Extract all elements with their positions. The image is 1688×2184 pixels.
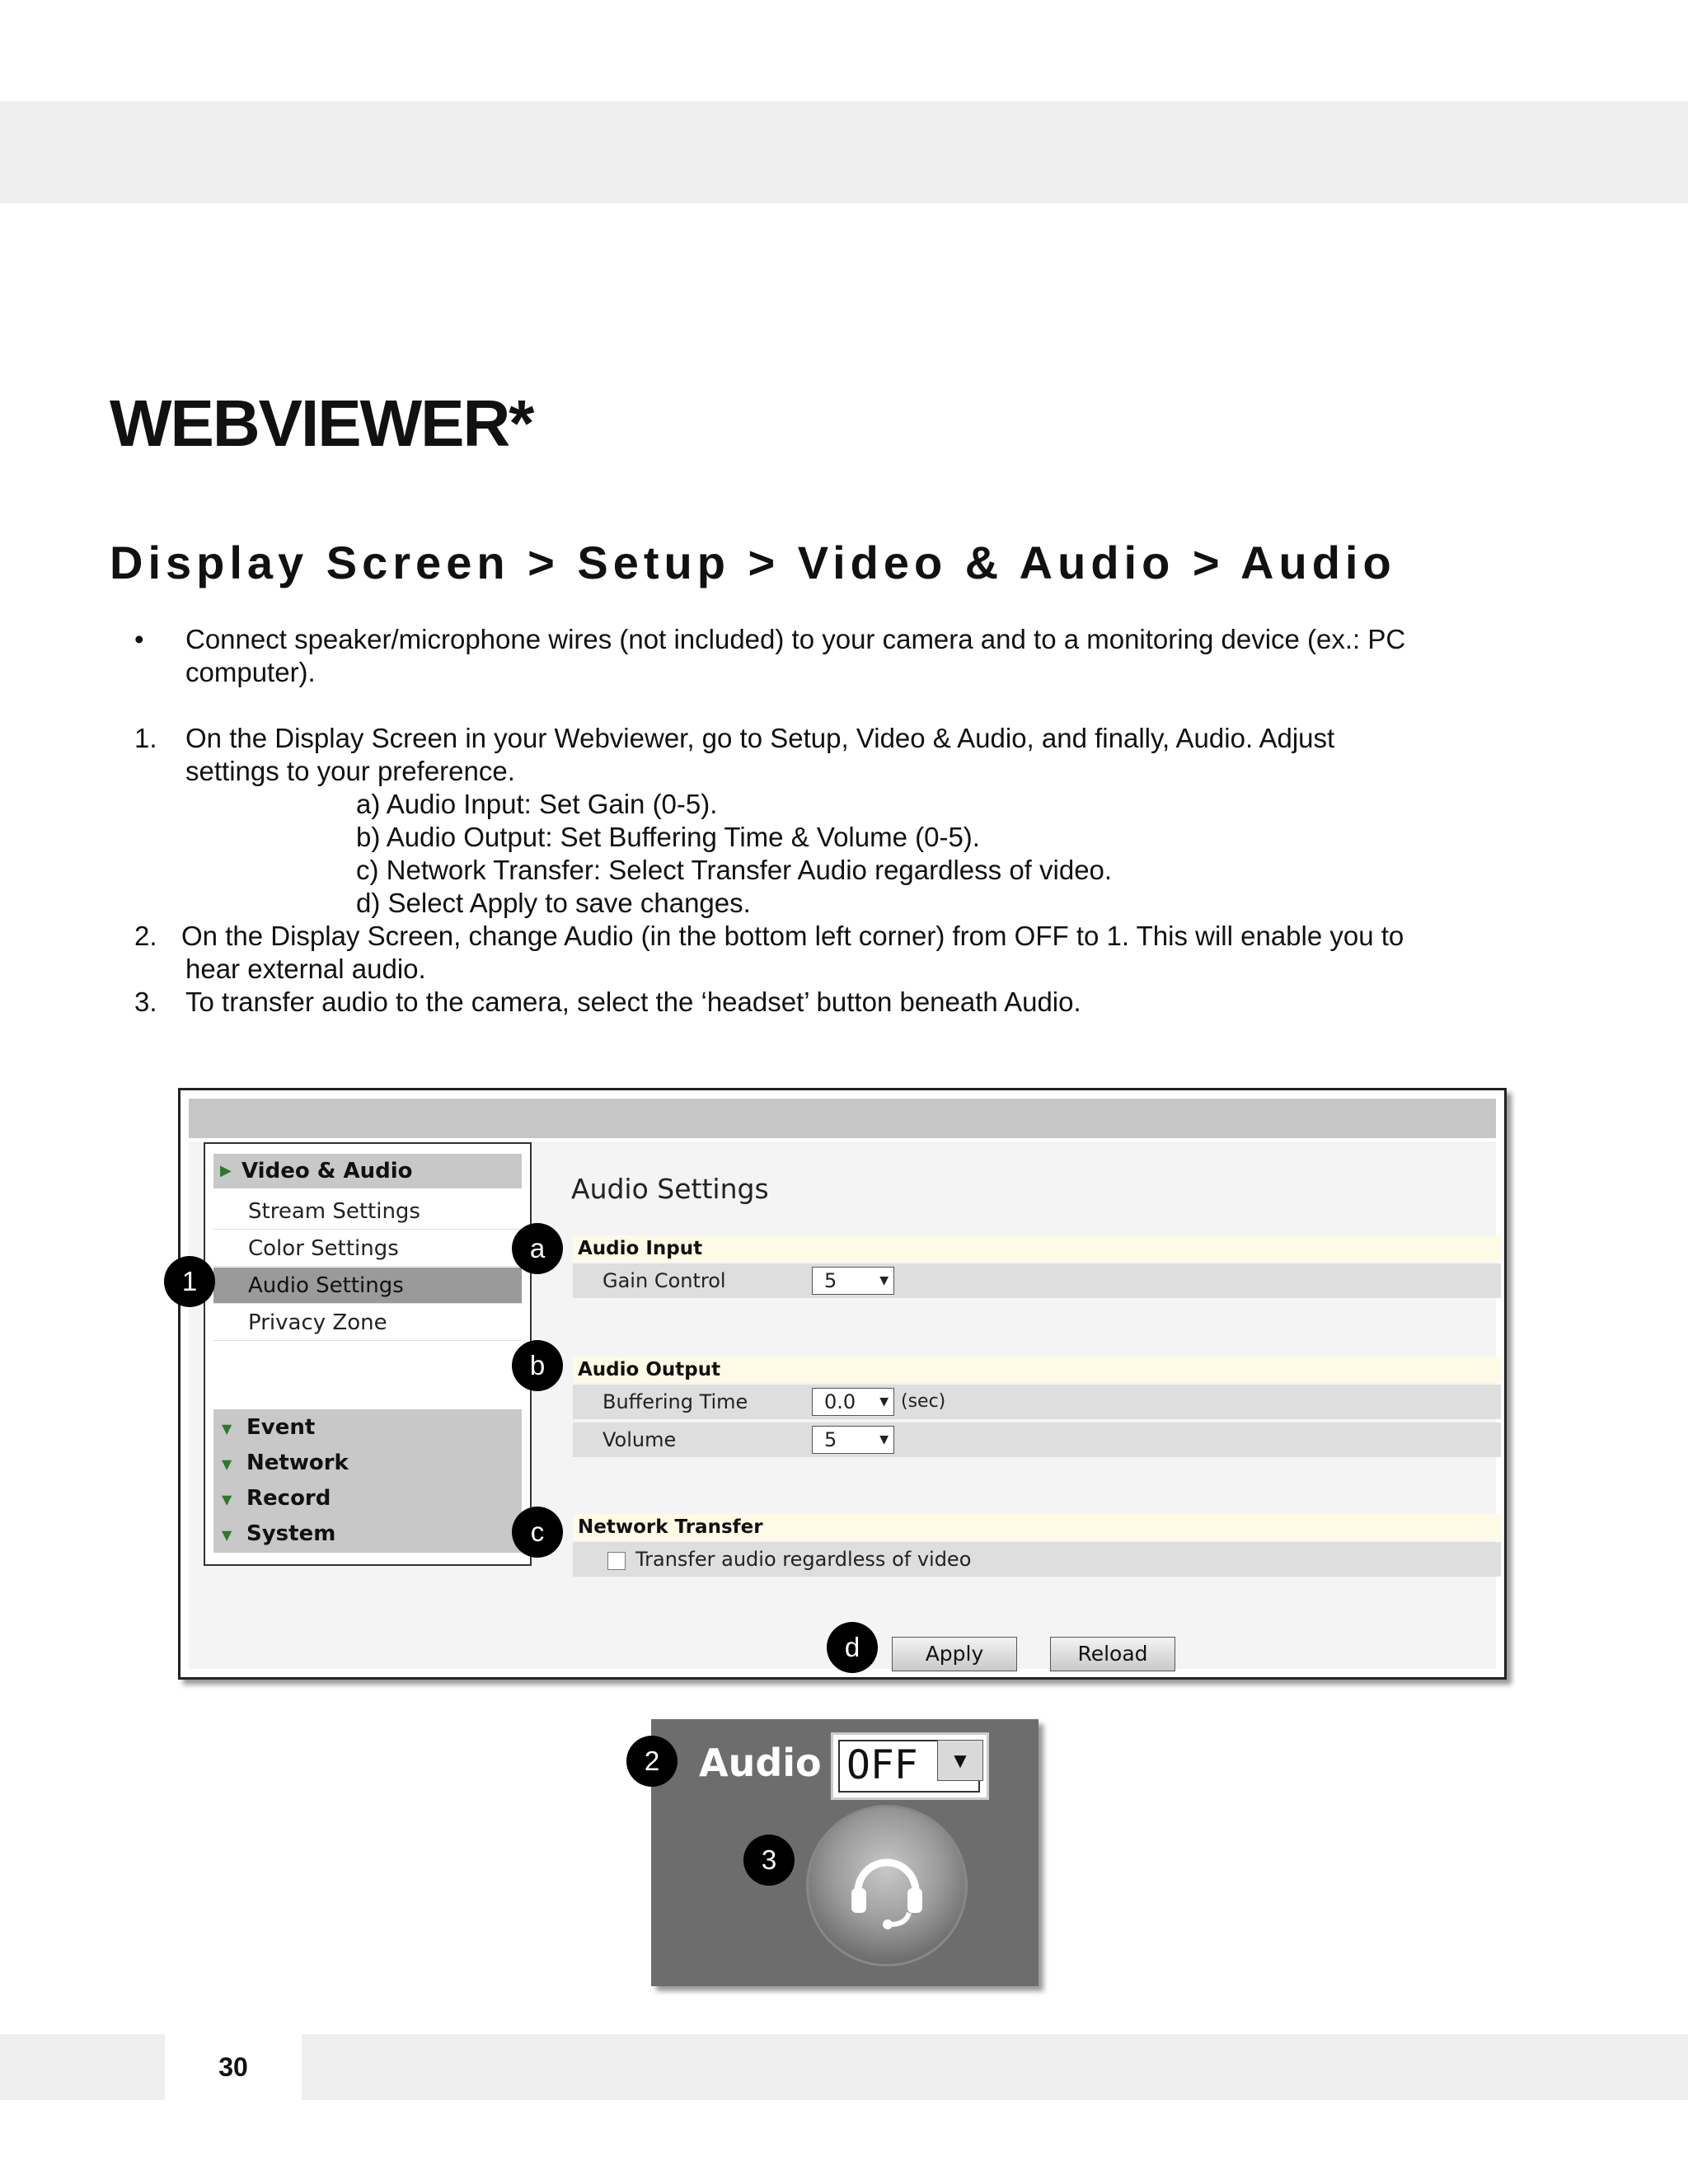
- volume-row: [573, 1422, 1501, 1457]
- substep-c: c) Network Transfer: Select Transfer Audio regardless of video.: [356, 855, 1113, 885]
- step-1-substeps: [356, 788, 1345, 920]
- sidebar-group-label: Event: [246, 1415, 316, 1440]
- transfer-audio-label: Transfer audio regardless of video: [635, 1548, 972, 1571]
- audio-output-heading: Audio Output: [573, 1357, 1501, 1383]
- sidebar-group-network[interactable]: [213, 1445, 522, 1481]
- substep-d: d) Select Apply to save changes.: [356, 888, 751, 918]
- callout-badge-3: 3: [743, 1835, 795, 1886]
- callout-badge-b: b: [512, 1340, 563, 1391]
- transfer-audio-checkbox[interactable]: [607, 1552, 626, 1570]
- audio-settings-title: Audio Settings: [571, 1173, 769, 1205]
- sidebar-header-label: Video & Audio: [241, 1159, 413, 1183]
- sidebar-collapsed-groups: [213, 1409, 522, 1553]
- audio-input-heading: Audio Input: [573, 1235, 1501, 1262]
- gain-control-label: Gain Control: [603, 1269, 726, 1292]
- step-2-line-1: On the Display Screen, change Audio (in the bottom left corner) from OFF to 1. This will enable you to: [181, 921, 1404, 951]
- buffering-time-label: Buffering Time: [603, 1390, 748, 1413]
- audio-settings-screenshot: [178, 1088, 1507, 1680]
- bullet-line-1: Connect speaker/microphone wires (not included) to your camera and to a monitoring device (ex.: PC: [185, 624, 1406, 654]
- dropdown-arrow-icon: ▼: [937, 1740, 983, 1781]
- sidebar-group-label: Network: [246, 1451, 349, 1475]
- headset-icon: [840, 1839, 934, 1933]
- sidebar-group-label: Record: [246, 1486, 331, 1511]
- volume-label: Volume: [603, 1428, 677, 1451]
- gain-control-row: [573, 1263, 1501, 1298]
- buffering-time-value: 0.0: [824, 1390, 856, 1413]
- sidebar-group-system[interactable]: [213, 1516, 522, 1552]
- step-2-number: 2.: [134, 921, 157, 951]
- bullet-text: [185, 623, 1471, 689]
- callout-badge-1: 1: [164, 1256, 215, 1307]
- audio-label: Audio: [699, 1741, 822, 1785]
- apply-button[interactable]: Apply: [892, 1637, 1017, 1671]
- header-band: [0, 101, 1688, 204]
- buffering-time-row: [573, 1385, 1501, 1419]
- page-title: WEBVIEWER*: [110, 387, 533, 460]
- collapse-arrow-icon: ▼: [222, 1492, 232, 1507]
- volume-select[interactable]: [812, 1426, 894, 1454]
- step-1-line-2: settings to your preference.: [185, 756, 515, 786]
- transfer-audio-row: [573, 1542, 1501, 1577]
- step-1-number: 1.: [134, 723, 157, 753]
- gain-control-value: 5: [824, 1269, 837, 1292]
- settings-sidebar: [204, 1142, 532, 1566]
- substep-b: b) Audio Output: Set Buffering Time & Volume (0-5).: [356, 822, 980, 852]
- step-2-line-2: hear external audio.: [185, 954, 426, 984]
- step-1-line-1: On the Display Screen in your Webviewer, go to Setup, Video & Audio, and finally, Audio. Adjust: [185, 723, 1335, 753]
- step-3-text: To transfer audio to the camera, select the ‘headset’ button beneath Audio.: [185, 987, 1081, 1017]
- buffering-time-select[interactable]: [812, 1388, 894, 1416]
- callout-badge-2: 2: [626, 1736, 678, 1787]
- callout-badge-a: a: [512, 1223, 563, 1274]
- reload-button[interactable]: Reload: [1050, 1637, 1175, 1671]
- step-3-number: 3.: [134, 987, 157, 1017]
- callout-badge-d: d: [827, 1622, 878, 1673]
- network-transfer-heading: Network Transfer: [573, 1514, 1501, 1540]
- collapse-arrow-icon: ▼: [222, 1527, 232, 1543]
- sidebar-item-privacy-zone[interactable]: Privacy Zone: [213, 1305, 522, 1341]
- dropdown-arrow-icon: ▼: [879, 1395, 889, 1408]
- sidebar-item-color-settings[interactable]: Color Settings: [213, 1230, 522, 1267]
- page-number: 30: [165, 2034, 302, 2100]
- sidebar-group-label: System: [246, 1521, 336, 1546]
- sidebar-group-record[interactable]: [213, 1480, 522, 1516]
- step-1-text: [185, 722, 1471, 788]
- expand-arrow-icon: ▶: [220, 1162, 232, 1179]
- audio-control-screenshot: [651, 1719, 1039, 1986]
- dropdown-arrow-icon: ▼: [879, 1433, 889, 1446]
- sidebar-group-event[interactable]: [213, 1409, 522, 1446]
- sidebar-item-stream-settings[interactable]: Stream Settings: [213, 1193, 522, 1230]
- buffering-time-unit: (sec): [901, 1391, 946, 1412]
- sidebar-header-video-audio[interactable]: [213, 1154, 522, 1188]
- headset-button[interactable]: [806, 1805, 968, 1966]
- callout-badge-c: c: [512, 1507, 563, 1558]
- step-2-text: [181, 920, 1484, 986]
- collapse-arrow-icon: ▼: [222, 1456, 232, 1472]
- volume-value: 5: [824, 1428, 837, 1451]
- gain-control-select[interactable]: [812, 1267, 894, 1295]
- sidebar-item-audio-settings[interactable]: Audio Settings: [213, 1268, 522, 1304]
- audio-select-value: OFF: [846, 1742, 918, 1788]
- dropdown-arrow-icon: ▼: [879, 1274, 889, 1287]
- collapse-arrow-icon: ▼: [222, 1421, 232, 1436]
- bullet-dot: •: [134, 624, 144, 654]
- substep-a: a) Audio Input: Set Gain (0-5).: [356, 789, 718, 819]
- bullet-line-2: computer).: [185, 657, 316, 687]
- page-subtitle: Display Screen > Setup > Video & Audio > Audio: [110, 537, 1396, 588]
- screenshot-header-bar: [189, 1099, 1496, 1138]
- audio-select[interactable]: [831, 1732, 989, 1800]
